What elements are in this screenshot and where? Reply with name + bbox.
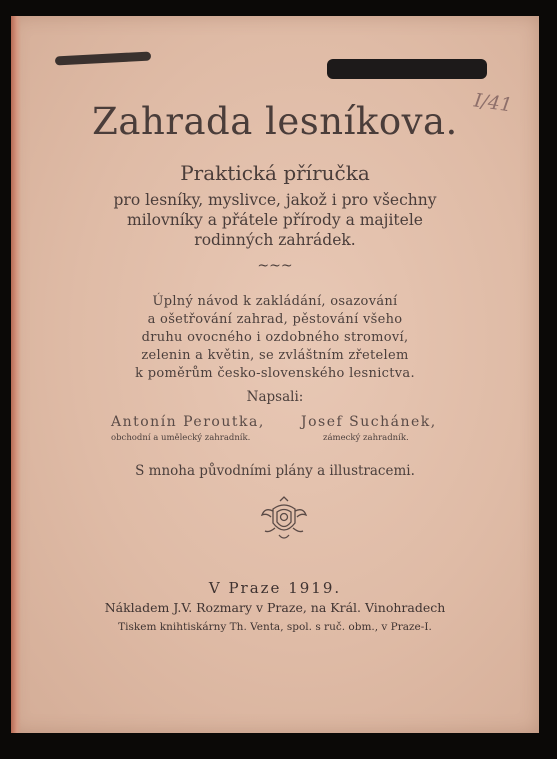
publisher-emblem-icon — [259, 495, 309, 543]
author-role: obchodní a umělecký zahradník. — [111, 433, 251, 443]
printer-line: Tiskem knihtiskárny Th. Venta, spol. s ruč. obm., v Praze-I. — [118, 621, 432, 633]
author-name: Antonín Peroutka, — [111, 414, 265, 430]
description-line: Úplný návod k zakládání, osazování — [152, 294, 398, 309]
handwritten-note: I/41 — [472, 89, 514, 117]
flourish-ornament: ~~~ — [257, 258, 293, 274]
title-page — [11, 16, 539, 733]
book-subtitle: Praktická příručka — [180, 161, 370, 185]
illustrations-note: S mnoha původními plány a illustracemi. — [135, 463, 415, 479]
publisher-line: Nákladem J.V. Rozmary v Praze, na Král. Vinohradech — [104, 600, 446, 615]
author-name: Josef Suchánek, — [301, 414, 437, 430]
subtitle-line: rodinných zahrádek. — [194, 231, 356, 249]
description-line: k poměrům česko-slovenského lesnictva. — [135, 366, 415, 381]
redaction-mark-right — [327, 59, 487, 79]
place-and-year: V Praze 1919. — [208, 579, 342, 597]
description-line: a ošetřování zahrad, pěstování všeho — [147, 312, 403, 327]
description-line: druhu ovocného i ozdobného stromoví, — [141, 330, 409, 345]
subtitle-line: pro lesníky, myslivce, jakož i pro všechny — [113, 191, 437, 209]
authors-intro: Napsali: — [246, 389, 304, 405]
author-role: zámecký zahradník. — [323, 433, 409, 443]
description-line: zelenin a květin, se zvláštním zřetelem — [141, 348, 409, 363]
subtitle-line: milovníky a přátele přírody a majitele — [127, 211, 423, 229]
book-title: Zahrada lesníkova. — [92, 100, 458, 143]
redaction-mark-left — [55, 51, 151, 65]
